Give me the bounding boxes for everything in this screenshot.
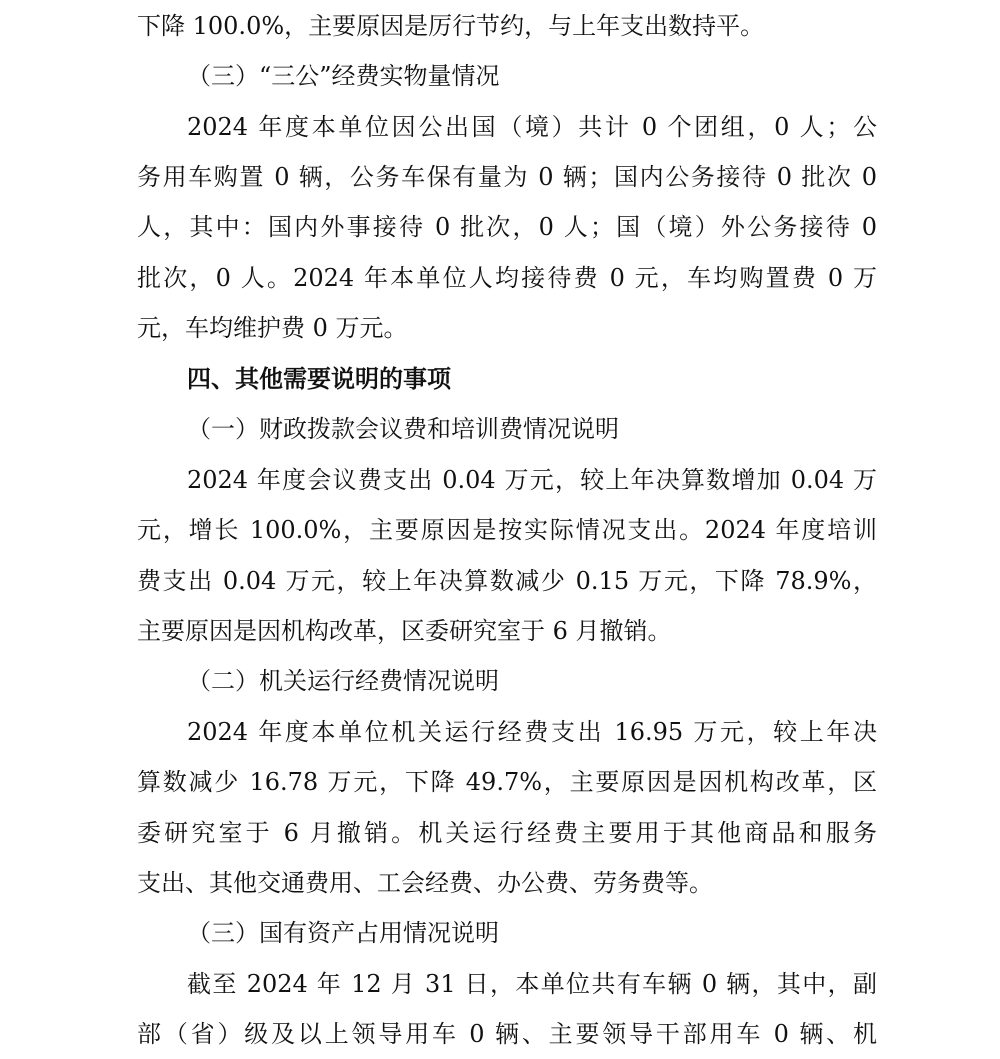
section-subheading: （三）国有资产占用情况说明: [187, 919, 499, 947]
paragraph-line: 费支出 0.04 万元，较上年决算数减少 0.15 万元，下降 78.9%，: [137, 567, 877, 595]
paragraph-line: 委研究室于 6 月撤销。机关运行经费主要用于其他商品和服务: [137, 819, 877, 847]
paragraph-line: 人，其中：国内外事接待 0 批次，0 人；国（境）外公务接待 0: [137, 213, 877, 241]
paragraph-line: 算数减少 16.78 万元，下降 49.7%，主要原因是因机构改革，区: [137, 768, 877, 796]
paragraph-line: 批次，0 人。2024 年本单位人均接待费 0 元，车均购置费 0 万: [137, 264, 877, 292]
section-subheading: （二）机关运行经费情况说明: [187, 667, 499, 695]
paragraph-line: 下降 100.0%，主要原因是厉行节约，与上年支出数持平。: [137, 12, 765, 40]
paragraph-line: 务用车购置 0 辆，公务车保有量为 0 辆；国内公务接待 0 批次 0: [137, 163, 877, 191]
paragraph-line: 主要原因是因机构改革，区委研究室于 6 月撤销。: [137, 617, 672, 645]
paragraph-line: 部（省）级及以上领导用车 0 辆、主要领导干部用车 0 辆、机: [137, 1020, 877, 1048]
paragraph-line: 元，车均维护费 0 万元。: [137, 314, 408, 342]
section-subheading: （三）“三公”经费实物量情况: [187, 62, 500, 90]
section-subheading: （一）财政拨款会议费和培训费情况说明: [187, 415, 619, 443]
section-heading: 四、其他需要说明的事项: [187, 364, 451, 393]
paragraph-line: 2024 年度本单位因公出国（境）共计 0 个团组，0 人；公: [187, 113, 877, 141]
paragraph-line: 支出、其他交通费用、工会经费、办公费、劳务费等。: [137, 869, 713, 897]
paragraph-line: 2024 年度本单位机关运行经费支出 16.95 万元，较上年决: [187, 718, 877, 746]
paragraph-line: 元，增长 100.0%，主要原因是按实际情况支出。2024 年度培训: [137, 516, 877, 544]
paragraph-line: 2024 年度会议费支出 0.04 万元，较上年决算数增加 0.04 万: [187, 466, 877, 494]
paragraph-line: 截至 2024 年 12 月 31 日，本单位共有车辆 0 辆，其中，副: [187, 970, 877, 998]
